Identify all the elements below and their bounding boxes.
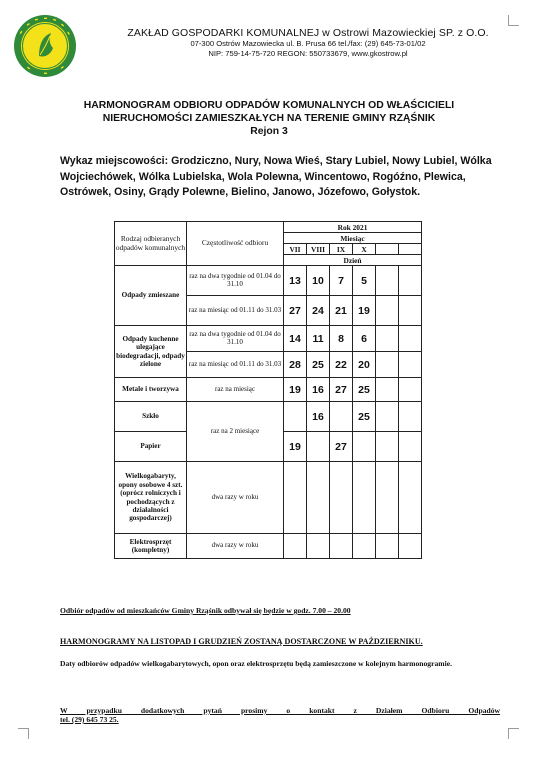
category-metal: Metale i tworzywa — [115, 378, 187, 402]
day-cell: 16 — [307, 402, 330, 432]
day-cell — [376, 534, 399, 559]
day-cell — [399, 296, 422, 326]
day-cell: 25 — [353, 402, 376, 432]
day-cell — [330, 534, 353, 559]
day-cell: 7 — [330, 266, 353, 296]
day-cell: 16 — [307, 378, 330, 402]
day-cell: 24 — [307, 296, 330, 326]
day-cell: 21 — [330, 296, 353, 326]
category-mixed: Odpady zmieszane — [115, 266, 187, 326]
day-cell — [399, 352, 422, 378]
day-cell — [399, 326, 422, 352]
day-cell — [353, 432, 376, 462]
table-row — [115, 402, 422, 432]
company-logo — [13, 14, 77, 78]
day-cell — [330, 402, 353, 432]
day-cell — [376, 352, 399, 378]
header-frequency: Częstotliwość odbioru — [187, 222, 284, 266]
crop-mark-bottom-left — [18, 728, 29, 739]
day-cell: 8 — [330, 326, 353, 352]
frequency-cell: raz na miesiąc od 01.11 do 31.03 — [187, 352, 284, 378]
category-glass: Szkło — [115, 402, 187, 432]
day-cell: 25 — [307, 352, 330, 378]
note-contact-line-1: W przypadku dodatkowych pytań prosimy o kontakt z Działem Odbioru Odpadów — [60, 706, 500, 715]
month-cell — [399, 244, 422, 255]
day-cell: 27 — [330, 432, 353, 462]
day-cell: 6 — [353, 326, 376, 352]
table-row — [115, 326, 422, 352]
day-cell — [353, 534, 376, 559]
day-cell: 5 — [353, 266, 376, 296]
category-bulky: Wielkogabaryty, opony osobowe 4 szt. (oprócz rolniczych i pochodzących z działalności gospodarczej) — [115, 462, 187, 534]
note-bulky: Daty odbiorów odpadów wielkogabarytowych, opon oraz elektrosprzętu będą zamieszczone w kolejnym harmonogramie. — [60, 659, 452, 668]
document-title — [30, 99, 508, 138]
table-row — [115, 266, 422, 296]
day-cell — [376, 326, 399, 352]
day-cell: 19 — [284, 378, 307, 402]
day-cell: 19 — [353, 296, 376, 326]
day-cell: 25 — [353, 378, 376, 402]
day-cell — [307, 432, 330, 462]
month-cell: VII — [284, 244, 307, 255]
day-cell — [353, 462, 376, 534]
day-cell: 22 — [330, 352, 353, 378]
day-cell — [399, 432, 422, 462]
day-cell — [284, 402, 307, 432]
category-bio: Odpady kuchenne ulegające biodegradacji, odpady zielone — [115, 326, 187, 378]
day-cell — [284, 534, 307, 559]
day-cell: 27 — [284, 296, 307, 326]
day-cell — [376, 378, 399, 402]
category-paper: Papier — [115, 432, 187, 462]
table-row — [115, 378, 422, 402]
day-cell — [399, 534, 422, 559]
frequency-cell: raz na dwa tygodnie od 01.04 do 31.10 — [187, 326, 284, 352]
header-day: Dzień — [284, 255, 422, 266]
day-cell — [307, 462, 330, 534]
header-waste-type: Rodzaj odbieranych odpadów komunalnych — [115, 222, 187, 266]
day-cell — [376, 266, 399, 296]
localities-list: Wykaz miejscowości: Grodziczno, Nury, Nowa Wieś, Stary Lubiel, Nowy Lubiel, Wólka Wojciechówek, Wólka Lubielska, Wola Polewna, Wincentowo, Rogóźno, Plewica, Ostrówek, Osiny, Grądy Polewne, Bielino, Janowo, Józefowo, Gołystok. — [60, 155, 492, 198]
day-cell — [376, 462, 399, 534]
schedule-table — [114, 221, 422, 559]
table-row — [115, 534, 422, 559]
company-address: 07-300 Ostrów Mazowiecka ul. B. Prusa 66 tel./fax: (29) 645-73-01/02 — [190, 39, 426, 48]
day-cell — [376, 296, 399, 326]
month-cell: IX — [330, 244, 353, 255]
title-line-1: HARMONOGRAM ODBIORU ODPADÓW KOMUNALNYCH OD WŁAŚCICIELI — [83, 100, 455, 111]
day-cell: 19 — [284, 432, 307, 462]
day-cell: 20 — [353, 352, 376, 378]
month-cell: X — [353, 244, 376, 255]
frequency-cell: raz na dwa tygodnie od 01.04 do 31.10 — [187, 266, 284, 296]
day-cell — [307, 534, 330, 559]
day-cell: 27 — [330, 378, 353, 402]
day-cell — [399, 378, 422, 402]
company-ids: NIP: 759-14-75-720 REGON: 550733679, www.gkostrow.pl — [208, 48, 408, 58]
company-name: ZAKŁAD GOSPODARKI KOMUNALNEJ w Ostrowi Mazowieckiej SP. z O.O. — [127, 27, 489, 39]
day-cell — [284, 462, 307, 534]
month-cell — [376, 244, 399, 255]
header-year: Rok 2021 — [284, 222, 422, 233]
month-cell: VIII — [307, 244, 330, 255]
title-line-2: NIERUCHOMOŚCI ZAMIESZKAŁYCH NA TERENIE GMINY RZĄŚNIK — [102, 113, 436, 124]
category-electro: Elektrosprzęt (kompletny) — [115, 534, 187, 559]
title-line-3: Rejon 3 — [250, 126, 288, 137]
day-cell: 28 — [284, 352, 307, 378]
note-contact-line-2: tel. (29) 645 73 25. — [60, 715, 119, 724]
day-cell — [330, 462, 353, 534]
table-row — [115, 462, 422, 534]
day-cell: 14 — [284, 326, 307, 352]
frequency-cell: dwa razy w roku — [187, 462, 284, 534]
day-cell: 13 — [284, 266, 307, 296]
day-cell — [399, 266, 422, 296]
day-cell — [399, 462, 422, 534]
frequency-cell: raz na miesiąc — [187, 378, 284, 402]
day-cell — [376, 432, 399, 462]
crop-mark-top-right — [508, 15, 519, 26]
day-cell: 10 — [307, 266, 330, 296]
day-cell — [376, 402, 399, 432]
frequency-cell: dwa razy w roku — [187, 534, 284, 559]
frequency-cell: raz na 2 miesiące — [187, 402, 284, 462]
day-cell — [399, 402, 422, 432]
company-header — [110, 27, 506, 58]
day-cell: 11 — [307, 326, 330, 352]
header-row-year — [115, 222, 422, 233]
frequency-cell: raz na miesiąc od 01.11 do 31.03 — [187, 296, 284, 326]
note-schedules: HARMONOGRAMY NA LISTOPAD I GRUDZIEŃ ZOSTANĄ DOSTARCZONE W PAŹDZIERNIKU. — [60, 637, 423, 646]
note-hours: Odbiór odpadów od mieszkańców Gminy Rząśnik odbywał się będzie w godz. 7.00 – 20.00 — [60, 606, 351, 615]
header-month: Miesiąc — [284, 233, 422, 244]
crop-mark-bottom-right — [508, 728, 519, 739]
